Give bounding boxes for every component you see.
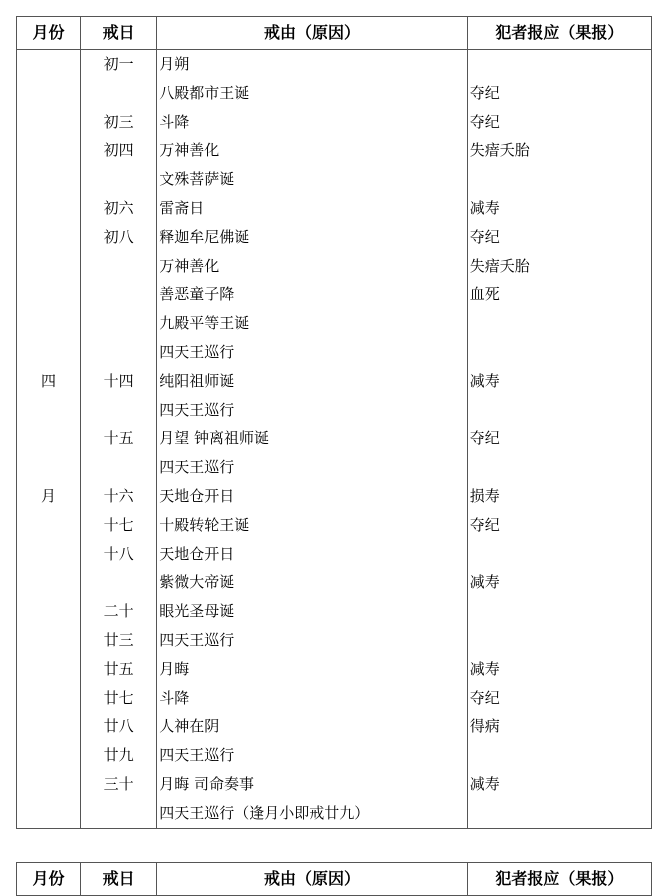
- reason-cell: 四天王巡行: [157, 338, 467, 367]
- day-cell: 廿三: [81, 626, 157, 655]
- result-cell: [467, 540, 651, 569]
- reason-cell: 释迦牟尼佛诞: [157, 223, 467, 252]
- reason-cell: 眼光圣母诞: [157, 597, 467, 626]
- table-row: [17, 309, 652, 338]
- table-row: [17, 540, 652, 569]
- result-cell: 减寿: [467, 770, 651, 799]
- result-cell: 减寿: [467, 655, 651, 684]
- day-cell: 十四: [81, 367, 157, 396]
- reason-cell: 文殊菩萨诞: [157, 165, 467, 194]
- day-cell: [81, 252, 157, 281]
- reason-cell: 纯阳祖师诞: [157, 367, 467, 396]
- reason-cell: 月晦: [157, 655, 467, 684]
- day-cell: 十七: [81, 511, 157, 540]
- precepts-table: [16, 16, 652, 829]
- reason-cell: 雷斋日: [157, 194, 467, 223]
- day-cell: [81, 338, 157, 367]
- reason-cell: 天地仓开日: [157, 540, 467, 569]
- result-cell: 血死: [467, 280, 651, 309]
- result-cell: [467, 338, 651, 367]
- result-cell: [467, 799, 651, 828]
- table-row: [17, 79, 652, 108]
- table-row: [17, 453, 652, 482]
- day-cell: 廿八: [81, 712, 157, 741]
- reason-cell: 斗降: [157, 108, 467, 137]
- table-row: [17, 252, 652, 281]
- reason-cell: 紫微大帝诞: [157, 568, 467, 597]
- table-row: [17, 223, 652, 252]
- day-cell: [81, 309, 157, 338]
- table-row: [17, 165, 652, 194]
- result-cell: [467, 396, 651, 425]
- reason-cell: 万神善化: [157, 252, 467, 281]
- reason-cell: 月朔: [157, 50, 467, 79]
- day-cell: 廿五: [81, 655, 157, 684]
- table-row: [17, 108, 652, 137]
- reason-cell: 善恶童子降: [157, 280, 467, 309]
- table-body: [17, 50, 652, 829]
- result-cell: 夺纪: [467, 79, 651, 108]
- month-char: 四: [40, 372, 56, 390]
- result-cell: 夺纪: [467, 424, 651, 453]
- day-cell: 三十: [81, 770, 157, 799]
- day-cell: 二十: [81, 597, 157, 626]
- result-cell: 减寿: [467, 568, 651, 597]
- table-row: [17, 50, 652, 79]
- result-cell: 得病: [467, 712, 651, 741]
- table-row: [17, 511, 652, 540]
- table-row: [17, 338, 652, 367]
- result-cell: [467, 741, 651, 770]
- day-cell: 廿七: [81, 684, 157, 713]
- day-cell: [81, 396, 157, 425]
- table-row: [17, 712, 652, 741]
- result-cell: [467, 50, 651, 79]
- result-cell: [467, 309, 651, 338]
- reason-cell: 四天王巡行: [157, 741, 467, 770]
- day-cell: 初三: [81, 108, 157, 137]
- day-cell: 初八: [81, 223, 157, 252]
- table-row: [17, 741, 652, 770]
- result-cell: 夺纪: [467, 511, 651, 540]
- table-row: [17, 655, 652, 684]
- table-row: [17, 684, 652, 713]
- table-row: [17, 367, 652, 396]
- header-reason: 戒由（原因）: [157, 17, 467, 50]
- reason-cell: 八殿都市王诞: [157, 79, 467, 108]
- result-cell: 损寿: [467, 482, 651, 511]
- reason-cell: 万神善化: [157, 136, 467, 165]
- table-row: [17, 136, 652, 165]
- day-cell: 十五: [81, 424, 157, 453]
- day-cell: [81, 280, 157, 309]
- reason-cell: 四天王巡行（逢月小即戒廿九）: [157, 799, 467, 828]
- result-cell: 夺纪: [467, 223, 651, 252]
- reason-cell: 四天王巡行: [157, 626, 467, 655]
- table-row: [17, 280, 652, 309]
- result-cell: [467, 165, 651, 194]
- reason-cell: 斗降: [157, 684, 467, 713]
- day-cell: 初四: [81, 136, 157, 165]
- day-cell: 初六: [81, 194, 157, 223]
- result-cell: 减寿: [467, 367, 651, 396]
- reason-cell: 九殿平等王诞: [157, 309, 467, 338]
- day-cell: [81, 799, 157, 828]
- result-cell: [467, 453, 651, 482]
- result-cell: [467, 597, 651, 626]
- month-char: 月: [40, 487, 56, 505]
- reason-cell: 四天王巡行: [157, 453, 467, 482]
- table-row: [17, 396, 652, 425]
- reason-cell: 月望 钟离祖师诞: [157, 424, 467, 453]
- result-cell: 失瘖夭胎: [467, 252, 651, 281]
- header-reason: 戒由（原因）: [157, 863, 467, 896]
- reason-cell: 四天王巡行: [157, 396, 467, 425]
- day-cell: 廿九: [81, 741, 157, 770]
- table-row: [17, 194, 652, 223]
- table-row: [17, 770, 652, 799]
- table-row: [17, 482, 652, 511]
- table-row: [17, 799, 652, 828]
- table-row: [17, 597, 652, 626]
- header-result: 犯者报应（果报）: [467, 863, 651, 896]
- table-row: [17, 424, 652, 453]
- table-row: [17, 568, 652, 597]
- result-cell: [467, 626, 651, 655]
- day-cell: [81, 453, 157, 482]
- month-cell: [17, 50, 81, 829]
- result-cell: 失瘖夭胎: [467, 136, 651, 165]
- reason-cell: 天地仓开日: [157, 482, 467, 511]
- header-row: [17, 863, 652, 896]
- header-row: [17, 17, 652, 50]
- header-month: 月份: [17, 863, 81, 896]
- day-cell: [81, 79, 157, 108]
- header-month: 月份: [17, 17, 81, 50]
- result-cell: 夺纪: [467, 108, 651, 137]
- day-cell: [81, 568, 157, 597]
- result-cell: 夺纪: [467, 684, 651, 713]
- day-cell: [81, 165, 157, 194]
- reason-cell: 人神在阴: [157, 712, 467, 741]
- day-cell: 十八: [81, 540, 157, 569]
- header-day: 戒日: [81, 863, 157, 896]
- reason-cell: 月晦 司命奏事: [157, 770, 467, 799]
- result-cell: 减寿: [467, 194, 651, 223]
- day-cell: 十六: [81, 482, 157, 511]
- table-row: [17, 626, 652, 655]
- reason-cell: 十殿转轮王诞: [157, 511, 467, 540]
- header-day: 戒日: [81, 17, 157, 50]
- precepts-table-next: [16, 862, 652, 896]
- header-result: 犯者报应（果报）: [467, 17, 651, 50]
- day-cell: 初一: [81, 50, 157, 79]
